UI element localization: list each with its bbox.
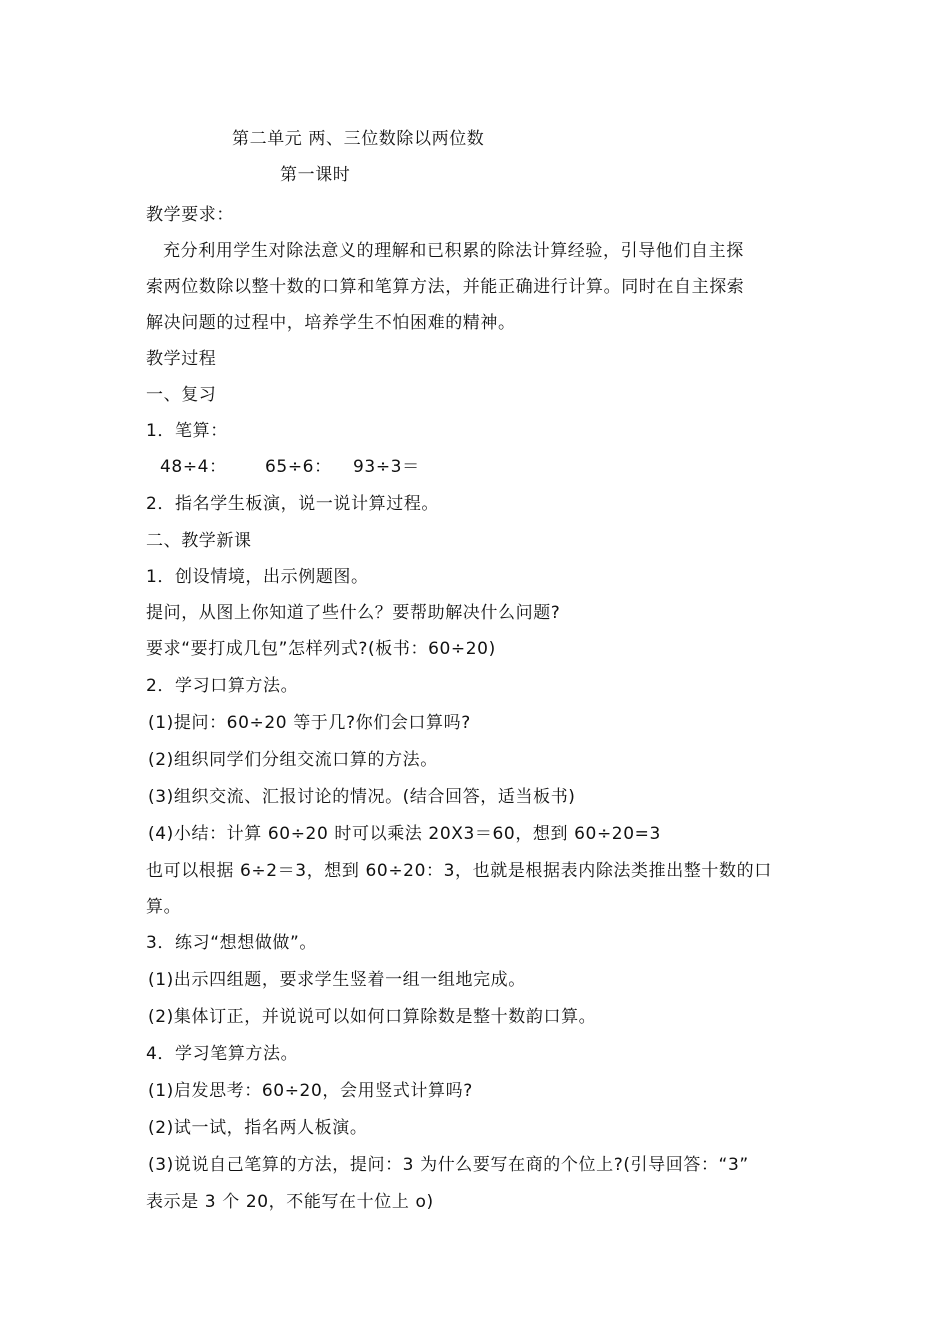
review-operations: [160, 455, 420, 479]
new-lesson-heading: 二、教学新课: [146, 531, 252, 551]
step-3-item-2: (2)集体订正，并说说可以如何口算除数是整十数韵口算。: [148, 1007, 597, 1027]
requirements-line-2: 索两位数除以整十数的口算和笔算方法，并能正确进行计算。同时在自主探索: [146, 277, 745, 297]
review-op-2: 65÷6：: [265, 457, 332, 477]
step-2-item-2: (2)组织同学们分组交流口算的方法。: [148, 750, 438, 770]
step-4: 4．学习笔算方法。: [146, 1044, 299, 1064]
requirements-heading: 教学要求：: [146, 205, 234, 225]
step-4-item-2: (2)试一试，指名两人板演。: [148, 1118, 368, 1138]
requirements-line-3: 解决问题的过程中，培养学生不怕困难的精神。: [146, 313, 516, 333]
review-op-3: 93÷3＝: [353, 457, 420, 477]
step-2: 2．学习口算方法。: [146, 676, 299, 696]
step-4-item-3-line-2: 表示是 3 个 20，不能写在十位上 o): [146, 1192, 434, 1212]
review-item-1: 1．笔算：: [146, 421, 228, 441]
process-heading: 教学过程: [146, 349, 217, 369]
step-3-item-1: (1)出示四组题，要求学生竖着一组一组地完成。: [148, 970, 526, 990]
step-4-item-3-line-1: (3)说说自己笔算的方法，提问：3 为什么要写在商的个位上?(引导回答：“3”: [148, 1155, 749, 1175]
step-1-question-2: 要求“要打成几包”怎样列式?(板书：60÷20): [146, 639, 496, 659]
step-2-item-3: (3)组织交流、汇报讨论的情况。(结合回答，适当板书): [148, 787, 576, 807]
review-heading: 一、复习: [146, 385, 217, 405]
step-1: 1．创设情境，出示例题图。: [146, 567, 369, 587]
review-op-1: 48÷4：: [160, 457, 227, 477]
step-3: 3．练习“想想做做”。: [146, 933, 318, 953]
step-2-item-4: (4)小结：计算 60÷20 时可以乘法 20X3＝60，想到 60÷20=3: [148, 824, 661, 844]
step-2-item-5-line-2: 算。: [146, 897, 182, 917]
review-item-2: 2．指名学生板演，说一说计算过程。: [146, 494, 440, 514]
requirements-line-1: 充分利用学生对除法意义的理解和已积累的除法计算经验，引导他们自主探: [163, 241, 744, 261]
lesson-subtitle: 第一课时: [280, 165, 351, 185]
step-2-item-1: (1)提问：60÷20 等于几?你们会口算吗?: [148, 713, 471, 733]
step-4-item-1: (1)启发思考：60÷20，会用竖式计算吗?: [148, 1081, 473, 1101]
step-1-question-1: 提问，从图上你知道了些什么？要帮助解决什么问题?: [146, 603, 561, 623]
document-title: 第二单元 两、三位数除以两位数: [232, 129, 485, 149]
step-2-item-5-line-1: 也可以根据 6÷2＝3，想到 60÷20：3，也就是根据表内除法类推出整十数的口: [146, 861, 772, 881]
